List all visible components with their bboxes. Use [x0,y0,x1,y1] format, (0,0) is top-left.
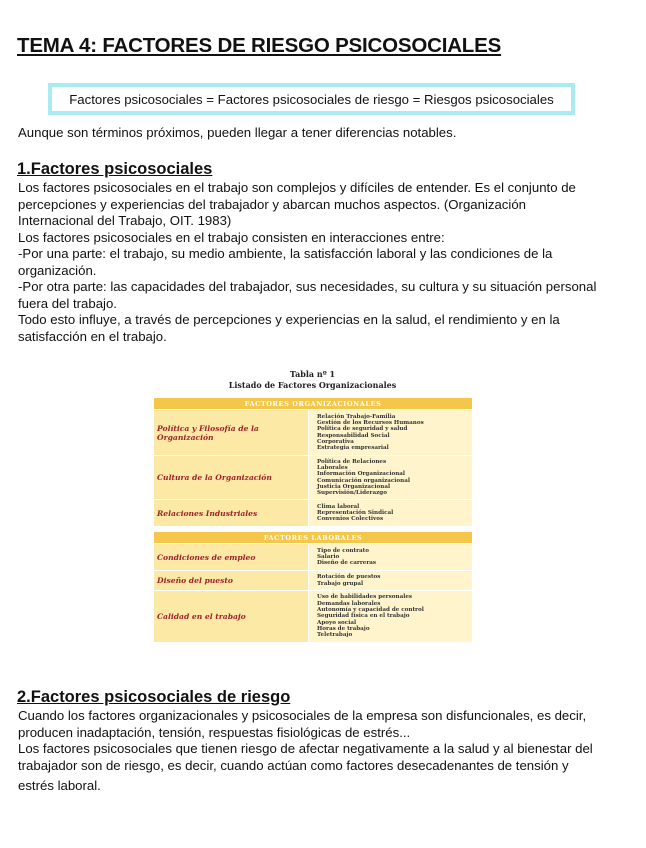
section2-line: estrés laboral. [18,778,101,793]
item-text: Información Organizacional [317,471,406,478]
table-section-row [154,398,473,410]
item-text: Comunicación organizacional [317,477,410,484]
item-text: Salario [317,553,340,560]
section2-line: producen inadaptación, tensión, respuestas fisiológicas de estrés... [18,724,411,740]
section-header-organizational: FACTORES ORGANIZACIONALES [154,398,473,410]
section1-body [18,180,630,345]
items-cell [309,410,473,456]
item-text: Política de Relaciones [317,458,387,465]
section1-line: organización. [18,262,97,278]
items-cell [309,500,473,527]
items-cell [309,591,473,643]
factors-table [153,397,473,643]
item-text: Diseño de carreras [317,560,377,567]
table-row [154,571,473,591]
section1-line: fuera del trabajo. [18,295,117,311]
figure-caption-number: Tabla nº 1 [289,369,336,379]
item-text: Representación Sindical [317,509,394,516]
section1-line: Los factores psicosociales en el trabajo son complejos y difíciles de entender. Es el conjunto de [18,180,576,195]
category-cell: Diseño del puesto [154,571,309,591]
factors-table-figure [153,369,472,643]
definition-callout [48,83,575,115]
item-text: Relación Trabajo-Familia [317,413,396,420]
section2-line: Los factores psicosociales que tienen riesgo de afectar negativamente a la salud y al bienestar del [18,741,593,756]
callout-text: Factores psicosociales = Factores psicosociales de riesgo = Riesgos psicosociales [69,91,554,107]
section2-heading: 2.Factores psicosociales de riesgo [17,688,291,706]
table-row [154,591,473,643]
items-cell [309,571,473,591]
category-cell: Condiciones de empleo [154,544,309,571]
item-text: Convenios Colectivos [317,516,384,523]
table-section-row [154,532,473,544]
section1-line: percepciones y experiencias del trabajador y abarcan muchos aspectos. (Organización [18,196,526,212]
section1-line: satisfacción en el trabajo. [18,328,167,344]
section1-line: Todo esto influye, a través de percepciones y experiencias en la salud, el rendimiento y en la [18,312,560,327]
item-text: Uso de habilidades personales [317,594,413,601]
section1-line: Los factores psicosociales en el trabajo consisten en interacciones entre: [18,229,445,245]
table-row [154,500,473,527]
section1-line: -Por otra parte: las capacidades del trabajador, sus necesidades, su cultura y su situación personal [18,279,597,294]
item-text: Supervisión/Liderazgo [317,490,387,497]
item-text: Trabajo grupal [317,580,364,587]
intro-paragraph: Aunque son términos próximos, pueden llegar a tener diferencias notables. [18,125,457,140]
item-text: Horas de trabajo [317,625,370,632]
section1-line: Internacional del Trabajo, OIT. 1983) [18,213,232,228]
item-text: Teletrabajo [317,632,353,639]
category-cell: Relaciones Industriales [154,500,309,527]
item-text: Estrategia empresarial [317,445,389,452]
item-text: Laborales [317,464,348,471]
items-cell [309,456,473,500]
figure-caption-title: Listado de Factores Organizacionales [228,380,397,390]
item-text: Rotación de puestos [317,574,381,581]
section2-body [18,708,630,795]
table-row [154,410,473,456]
item-text: Gestión de los Recursos Humanos [317,419,424,426]
page-title: TEMA 4: FACTORES DE RIESGO PSICOSOCIALES [17,34,502,57]
item-text: Apoyo social [317,619,357,626]
category-cell: Política y Filosofía de la Organización [154,410,309,456]
table-row [154,456,473,500]
item-text: Política de seguridad y salud [317,426,408,433]
table-row [154,544,473,571]
item-text: Demandas laborales [317,600,381,607]
item-text: Clima laboral [317,503,360,510]
section1-line: -Por una parte: el trabajo, su medio ambiente, la satisfacción laboral y las condiciones de la [18,246,553,261]
category-cell: Cultura de la Organización [154,456,309,500]
item-text: Justicia Organizacional [317,483,391,490]
items-cell [309,544,473,571]
section2-line: trabajador son de riesgo, es decir, cuando actúan como factores desecadenantes de tensión y [18,757,569,773]
section1-heading: 1.Factores psicosociales [17,160,213,178]
item-text: Seguridad física en el trabajo [317,613,410,620]
item-text: Autonomía y capacidad de control [317,607,424,614]
item-text: Responsabilidad Social [317,432,390,439]
section2-line: Cuando los factores organizacionales y psicosociales de la empresa son disfuncionales, es decir, [18,708,587,723]
category-cell: Calidad en el trabajo [154,591,309,643]
item-text: Tipo de contrato [317,547,369,554]
item-text: Corporativa [317,438,354,445]
section-header-labor: FACTORES LABORALES [154,532,473,544]
